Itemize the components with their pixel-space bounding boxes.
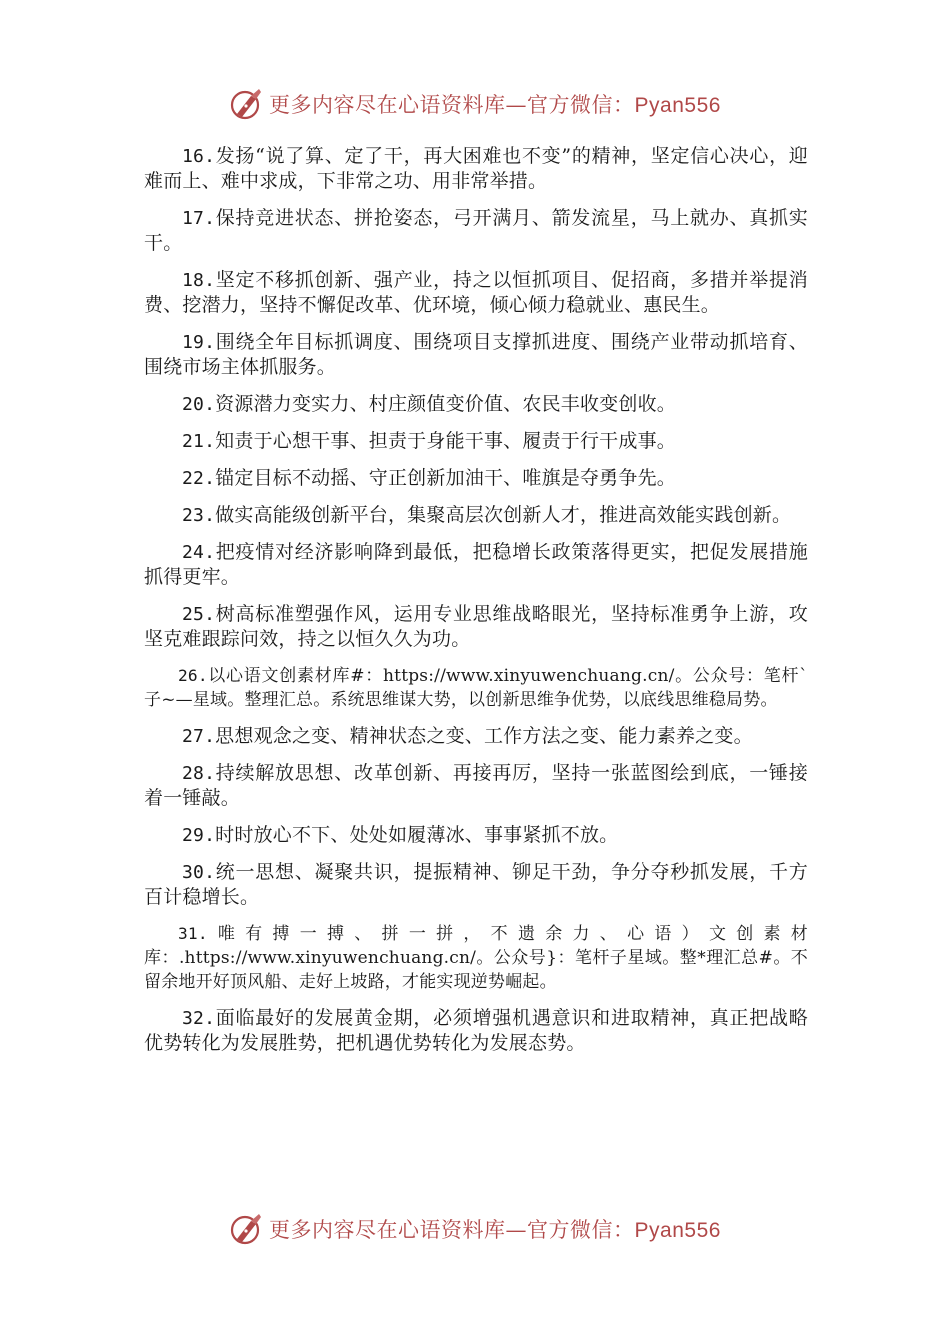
- pen-nib-logo-icon: [229, 1211, 265, 1247]
- list-item: [144, 823, 808, 848]
- item-number: 26.: [178, 666, 208, 685]
- item-text: 树高标准塑强作风，运用专业思维战略眼光，坚持标准勇争上游，攻坚克难跟踪问效，持之以恒久久为功。: [144, 603, 808, 650]
- list-item: [144, 466, 808, 491]
- item-number: 16.: [182, 146, 216, 167]
- pen-nib-logo-icon: [229, 86, 265, 122]
- item-number: 21.: [182, 431, 216, 452]
- item-text: 锚定目标不动摇、守正创新加油干、唯旗是夺勇争先。: [215, 467, 676, 489]
- item-number: 25.: [182, 604, 216, 625]
- list-item: [144, 860, 808, 910]
- item-number: 23.: [182, 505, 216, 526]
- item-text: 保持竞进状态、拼抢姿态，弓开满月、箭发流星，马上就办、真抓实干。: [144, 207, 808, 254]
- banner-title: [269, 1214, 721, 1244]
- list-item: [144, 503, 808, 528]
- item-text: 发扬“说了算、定了干，再大困难也不变”的精神，坚定信心决心，迎难而上、难中求成，下非常之功、用非常举措。: [144, 145, 808, 192]
- item-text: 围绕全年目标抓调度、围绕项目支撑抓进度、围绕产业带动抓培育、围绕市场主体抓服务。: [144, 331, 808, 378]
- banner-wechat-id: Pyan556: [634, 94, 721, 117]
- list-item: [144, 540, 808, 590]
- item-number: 24.: [182, 542, 216, 563]
- item-text: 唯有搏一搏、拼一拼，不遗余力、心语）文创素材库：.https://www.xinyuwenchuang.cn/。公众号}：笔杆子星域。整*理汇总#。不留余地开好顶风船、走好上坡路，才能实现逆势崛起。: [144, 924, 808, 992]
- item-number: 22.: [182, 468, 216, 489]
- item-text: 思想观念之变、精神状态之变、工作方法之变、能力素养之变。: [215, 725, 753, 747]
- item-number: 20.: [182, 394, 216, 415]
- banner-text: 更多内容尽在心语资料库—官方微信：: [269, 1218, 635, 1242]
- item-number: 29.: [182, 825, 216, 846]
- item-number: 18.: [182, 270, 216, 291]
- item-text: 资源潜力变实力、村庄颜值变价值、农民丰收变创收。: [215, 393, 676, 415]
- item-number: 27.: [182, 726, 216, 747]
- item-text: 把疫情对经济影响降到最低，把稳增长政策落得更实，把促发展措施抓得更牢。: [144, 541, 808, 588]
- list-item: [144, 1006, 808, 1056]
- list-item: [144, 602, 808, 652]
- list-item: [144, 206, 808, 256]
- item-text: 坚定不移抓创新、强产业，持之以恒抓项目、促招商，多措并举提消费、挖潜力，坚持不懈促改革、优环境，倾心倾力稳就业、惠民生。: [144, 269, 808, 316]
- item-number: 30.: [182, 862, 216, 883]
- list-item: [144, 330, 808, 380]
- banner-title: [269, 89, 721, 119]
- list-item: [144, 922, 808, 994]
- item-number: 28.: [182, 763, 216, 784]
- list-item: [144, 392, 808, 417]
- footer-banner: [0, 1209, 950, 1249]
- item-number: 32.: [182, 1008, 216, 1029]
- list-item: [144, 724, 808, 749]
- list-item: [144, 761, 808, 811]
- document-body: [144, 144, 808, 1068]
- header-banner: [0, 84, 950, 124]
- item-number: 17.: [182, 208, 216, 229]
- item-text: 做实高能级创新平台，集聚高层次创新人才，推进高效能实践创新。: [215, 504, 792, 526]
- list-item: [144, 144, 808, 194]
- banner-wechat-id: Pyan556: [634, 1219, 721, 1242]
- item-number: 19.: [182, 332, 216, 353]
- item-text: 知责于心想干事、担责于身能干事、履责于行干成事。: [215, 430, 676, 452]
- item-text: 统一思想、凝聚共识，提振精神、铆足干劲，争分夺秒抓发展，千方百计稳增长。: [144, 861, 808, 908]
- item-number: 31.: [178, 924, 208, 943]
- banner-text: 更多内容尽在心语资料库—官方微信：: [269, 93, 635, 117]
- list-item: [144, 268, 808, 318]
- item-text: 持续解放思想、改革创新、再接再厉，坚持一张蓝图绘到底，一锤接着一锤敲。: [144, 762, 808, 809]
- list-item: [144, 429, 808, 454]
- list-item: [144, 664, 808, 712]
- item-text: 时时放心不下、处处如履薄冰、事事紧抓不放。: [215, 824, 619, 846]
- item-text: 面临最好的发展黄金期，必须增强机遇意识和进取精神，真正把战略优势转化为发展胜势，把机遇优势转化为发展态势。: [144, 1007, 808, 1054]
- item-text: 以心语文创素材库#：https://www.xinyuwenchuang.cn/。公众号：笔杆`子~—星域。整理汇总。系统思维谋大势，以创新思维争优势，以底线思维稳局势。: [144, 666, 808, 710]
